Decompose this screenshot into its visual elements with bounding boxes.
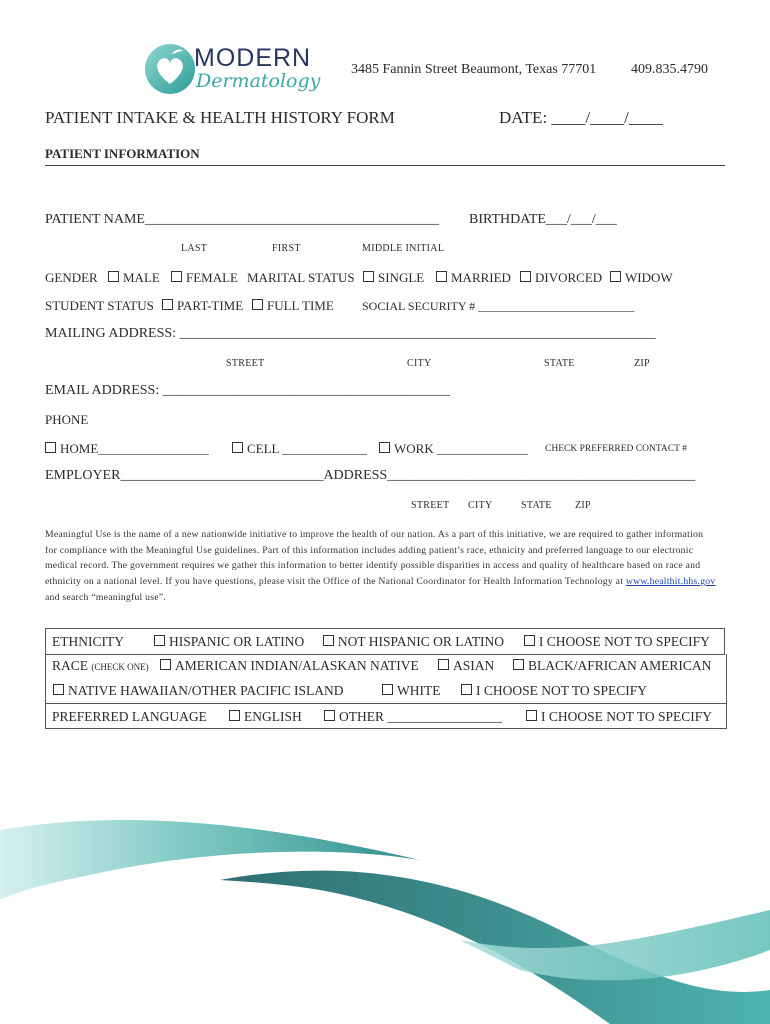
option-label: MARRIED [451,270,511,285]
checkbox-icon[interactable] [610,271,621,282]
marital-married-option[interactable] [436,270,511,286]
race-row-2 [45,678,727,704]
option-label: WHITE [397,683,441,698]
option-label: OTHER _________________ [339,709,503,724]
email-address-field[interactable]: EMAIL ADDRESS: _________________________________________ [45,383,450,398]
checkbox-icon[interactable] [363,271,374,282]
option-label: I CHOOSE NOT TO SPECIFY [541,709,713,724]
sublabel-city: CITY [407,358,432,369]
checkbox-icon[interactable] [252,299,263,310]
ethnicity-hispanic-option[interactable] [148,629,317,655]
option-label: WIDOW [625,270,673,285]
birthdate-field[interactable]: BIRTHDATE___/___/___ [469,212,617,227]
language-choose-not-option[interactable] [526,709,712,725]
race-hawaiian-option[interactable] [53,683,344,699]
mailing-address-field[interactable]: MAILING ADDRESS: ____________________________________________________________________ [45,326,656,341]
checkbox-icon[interactable] [382,684,393,695]
form-title: PATIENT INTAKE & HEALTH HISTORY FORM [45,108,395,127]
employer-address-field[interactable]: EMPLOYER_____________________________ADDRESS____________________________________________ [45,468,696,483]
language-row [45,704,727,729]
checkbox-icon[interactable] [171,271,182,282]
student-full-time-option[interactable] [252,298,334,314]
ethnicity-not-hispanic-option[interactable] [317,629,518,655]
ethnicity-row [46,629,725,655]
sublabel-zip: ZIP [634,358,650,369]
gender-female-option[interactable] [171,270,238,286]
checkbox-icon[interactable] [379,442,390,453]
clinic-phone: 409.835.4790 [631,62,708,77]
checkbox-icon[interactable] [436,271,447,282]
employer-sublabel-city: CITY [468,500,493,511]
race-note: (CHECK ONE) [91,662,149,672]
ethnicity-label: ETHNICITY [46,629,149,655]
phone-work-field[interactable] [379,441,528,457]
checkbox-icon[interactable] [520,271,531,282]
sublabel-middle-initial: MIDDLE INITIAL [362,243,445,254]
marital-single-option[interactable] [363,270,424,286]
decorative-wave-graphic [0,790,770,1024]
checkbox-icon[interactable] [160,659,171,670]
clinic-address: 3485 Fannin Street Beaumont, Texas 77701 [351,62,597,77]
option-label: HISPANIC OR LATINO [169,633,305,649]
sublabel-last: LAST [181,243,208,254]
race-american-indian-option[interactable] [160,658,419,674]
checkbox-icon[interactable] [438,659,449,670]
race-white-option[interactable] [382,683,440,699]
logo-word-modern: MODERN [194,44,312,72]
checkbox-icon[interactable] [513,659,524,670]
option-label: AMERICAN INDIAN/ALASKAN NATIVE [175,658,419,673]
healthit-link[interactable]: www.healthit.hhs.gov [625,576,716,588]
gender-male-option[interactable] [108,270,160,286]
checkbox-icon[interactable] [232,442,243,453]
sublabel-state: STATE [544,358,575,369]
logo-word-dermatology: Dermatology [196,70,321,92]
checkbox-icon[interactable] [53,684,64,695]
checkbox-icon[interactable] [323,635,334,646]
race-black-option[interactable] [513,658,711,674]
checkbox-icon[interactable] [162,299,173,310]
phone-home-field[interactable] [45,441,209,457]
race-asian-option[interactable] [438,658,494,674]
option-label: BLACK/AFRICAN AMERICAN [528,658,712,673]
option-label: CELL _____________ [247,441,367,456]
checkbox-icon[interactable] [461,684,472,695]
sublabel-first: FIRST [272,243,301,254]
option-label: FULL TIME [267,298,334,313]
section-divider [45,165,725,166]
option-label: NOT HISPANIC OR LATINO [337,633,504,649]
sublabel-street: STREET [226,358,265,369]
gender-label: GENDER [45,270,98,285]
marital-divorced-option[interactable] [520,270,602,286]
option-label: FEMALE [186,270,238,285]
meaningful-use-paragraph [45,527,717,606]
checkbox-icon[interactable] [154,635,165,646]
preferred-language-label: PREFERRED LANGUAGE [52,709,207,724]
option-label: PART-TIME [177,298,244,313]
student-status-label: STUDENT STATUS [45,298,154,313]
language-other-option[interactable] [324,709,502,725]
paragraph-text: Meaningful Use is the name of a new nationwide initiative to improve the health of our nation. As a part of this initiative, we are required to gather information for compliance with the Meaningful Use guidelines. Part of this information includes adding patient’s race, ethnicity and preferred language to our electronic medical record. The government requires we gather this information to better identify possible disparities in access and quality of healthcare based on race and ethnicity on a national level. If you have questions, please visit the Office of the National Coordinator for Health Information Technology at [45,529,704,588]
ethnicity-choose-not-option[interactable] [518,629,725,655]
option-label: NATIVE HAWAIIAN/OTHER PACIFIC ISLAND [68,683,344,698]
option-label: WORK ______________ [394,441,528,456]
language-english-option[interactable] [229,709,302,725]
option-label: I CHOOSE NOT TO SPECIFY [476,683,648,698]
employer-sublabel-state: STATE [521,500,552,511]
race-choose-not-option[interactable] [461,683,647,699]
checkbox-icon[interactable] [526,710,537,721]
marital-widow-option[interactable] [610,270,673,286]
option-label: HOME_________________ [60,441,209,456]
section-title-patient-info: PATIENT INFORMATION [45,146,200,161]
option-label: ENGLISH [244,709,302,724]
race-label-text: RACE [52,658,89,673]
option-label: ASIAN [453,658,495,673]
patient-name-field[interactable]: PATIENT NAME__________________________________________ [45,212,439,227]
option-label: I CHOOSE NOT TO SPECIFY [538,633,710,649]
employer-sublabel-zip: ZIP [575,500,591,511]
checkbox-icon[interactable] [108,271,119,282]
paragraph-text-end: and search “meaningful use”. [45,591,167,603]
phone-cell-field[interactable] [232,441,367,457]
student-part-time-option[interactable] [162,298,243,314]
preferred-contact-note: CHECK PREFERRED CONTACT # [545,444,687,454]
demographics-table [45,628,725,655]
social-security-field[interactable]: SOCIAL SECURITY # __________________________ [362,299,635,313]
checkbox-icon[interactable] [45,442,56,453]
checkbox-icon[interactable] [524,635,535,646]
phone-label: PHONE [45,412,89,427]
employer-sublabel-street: STREET [411,500,450,511]
race-row [45,654,727,678]
date-field[interactable]: DATE: ____/____/____ [499,108,663,127]
checkbox-icon[interactable] [229,710,240,721]
race-label [52,658,149,674]
checkbox-icon[interactable] [324,710,335,721]
marital-status-label: MARITAL STATUS [247,270,355,285]
option-label: DIVORCED [535,270,603,285]
option-label: MALE [123,270,160,285]
option-label: SINGLE [378,270,425,285]
